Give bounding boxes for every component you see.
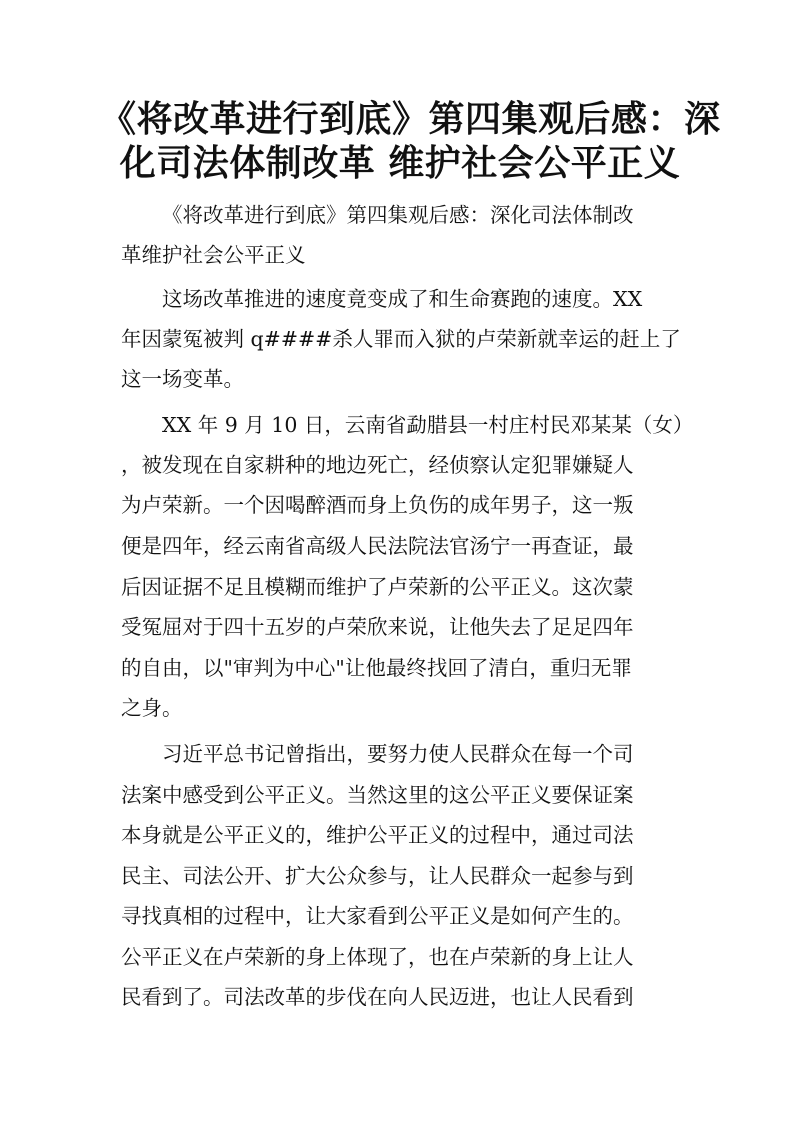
paragraph-2-line-1: 这场改革推进的速度竟变成了和生命赛跑的速度。XX — [162, 287, 643, 311]
paragraph-3-line-2: ，被发现在自家耕种的地边死亡，经侦察认定犯罪嫌疑人 — [121, 453, 634, 477]
paragraph-3-line-5: 后因证据不足且模糊而维护了卢荣新的公平正义。这次蒙 — [121, 575, 634, 599]
paragraph-3-line-7: 的自由，以"审判为中心"让他最终找回了清白，重归无罪 — [121, 656, 632, 680]
paragraph-4-line-4: 民主、司法公开、扩大公众参与，让人民群众一起参与到 — [121, 864, 634, 888]
paragraph-3-line-4: 便是四年，经云南省高级人民法院法官汤宁一再查证，最 — [121, 534, 634, 558]
paragraph-3-line-3: 为卢荣新。一个因喝醉酒而身上负伤的成年男子，这一叛 — [121, 493, 634, 517]
paragraph-2-line-2: 年因蒙冤被判 q####杀人罪而入狱的卢荣新就幸运的赶上了 — [121, 327, 681, 351]
document-title-line-2: 化司法体制改革 维护社会公平正义 — [119, 143, 681, 184]
paragraph-4-line-6: 公平正义在卢荣新的身上体现了，也在卢荣新的身上让人 — [121, 945, 634, 969]
paragraph-4-line-1: 习近平总书记曾指出，要努力使人民群众在每一个司 — [162, 742, 634, 766]
paragraph-4-line-7: 民看到了。司法改革的步伐在向人民迈进，也让人民看到 — [121, 985, 634, 1009]
document-title-line-1: 《将改革进行到底》第四集观后感：深 — [100, 99, 721, 140]
paragraph-4-line-3: 本身就是公平正义的，维护公平正义的过程中，通过司法 — [121, 823, 634, 847]
paragraph-4-line-2: 法案中感受到公平正义。当然这里的这公平正义要保证案 — [121, 783, 634, 807]
paragraph-1-line-2: 革维护社会公平正义 — [121, 243, 306, 267]
paragraph-4-line-5: 寻找真相的过程中，让大家看到公平正义是如何产生的。 — [121, 904, 634, 928]
paragraph-1-line-1: 《将改革进行到底》第四集观后感：深化司法体制改 — [162, 203, 634, 227]
paragraph-3-line-8: 之身。 — [121, 696, 183, 720]
paragraph-2-line-3: 这一场变革。 — [121, 367, 244, 391]
paragraph-3-line-6: 受冤屈对于四十五岁的卢荣欣来说，让他失去了足足四年 — [121, 615, 634, 639]
paragraph-3-line-1: XX 年 9 月 10 日，云南省勐腊县一村庄村民邓某某（女） — [162, 413, 694, 437]
